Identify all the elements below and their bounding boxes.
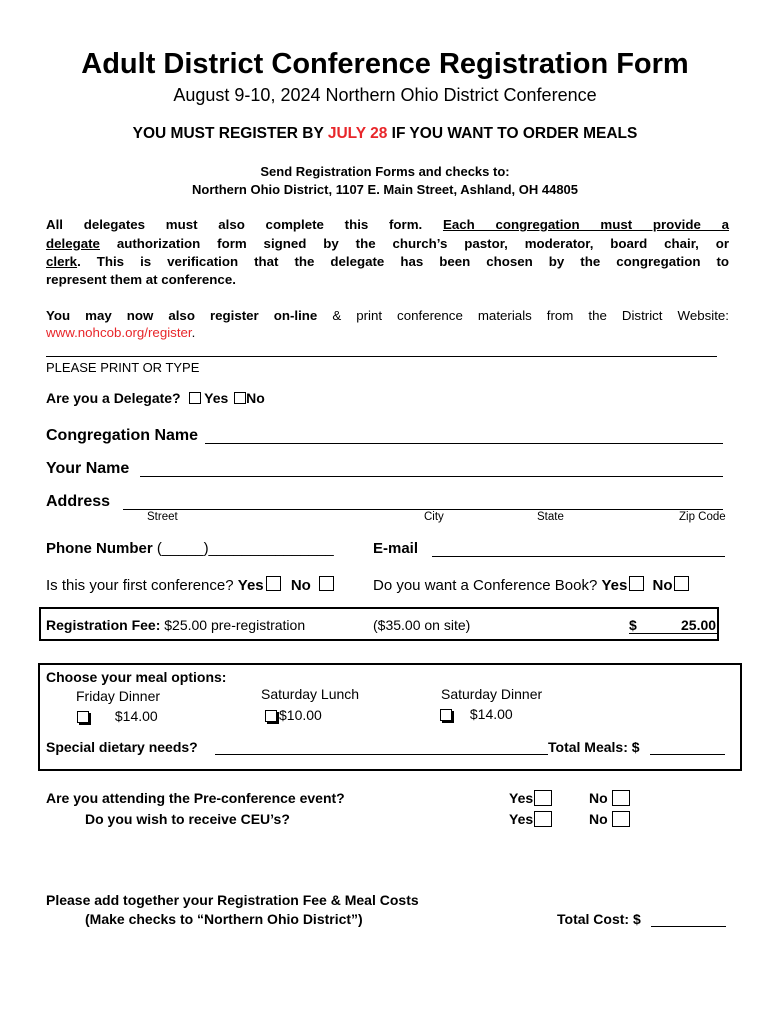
instructions-line-4: represent them at conference. — [46, 272, 236, 287]
deadline-notice: YOU MUST REGISTER BY JULY 28 IF YOU WANT TO ORDER MEALS — [132, 125, 638, 142]
saturday-lunch-option: $10.00 — [265, 707, 322, 723]
saturday-dinner-checkbox[interactable] — [440, 709, 452, 721]
divider — [46, 356, 717, 357]
ceu-no: No — [589, 811, 630, 827]
dietary-label: Special dietary needs? — [46, 739, 198, 755]
email-label: E-mail — [373, 540, 419, 557]
name-field[interactable] — [140, 476, 723, 477]
fee-amount: 25.00 — [681, 617, 717, 633]
send-to-address: Northern Ohio District, 1107 E. Main Street, Ashland, OH 44805 — [191, 182, 579, 197]
preconference-question: Are you attending the Pre-conference event? — [46, 790, 345, 806]
send-to-line1: Send Registration Forms and checks to: — [260, 164, 510, 179]
fee-amount-underline — [629, 633, 719, 634]
dietary-field[interactable] — [215, 754, 548, 755]
instructions-line-1: All delegates must also complete this form. Each congregation must provide a — [46, 217, 730, 232]
name-label: Your Name — [46, 460, 130, 477]
first-conference-no-checkbox[interactable] — [319, 576, 334, 591]
friday-dinner-option: $14.00 — [77, 708, 158, 724]
first-conference-yes-checkbox[interactable] — [266, 576, 281, 591]
phone-field[interactable]: (_____)_______________ — [156, 540, 334, 557]
footer-instruction: Please add together your Registration Fee & Meal Costs — [46, 892, 419, 908]
conference-book-question: Do you want a Conference Book? Yes No — [373, 576, 689, 594]
saturday-dinner-label: Saturday Dinner — [441, 686, 543, 702]
friday-dinner-checkbox[interactable] — [77, 711, 89, 723]
street-label: Street — [147, 511, 178, 523]
instructions-line-3: clerk. This is verification that the delegate has been chosen by the congregation to — [46, 254, 729, 269]
page-title: Adult District Conference Registration Form — [81, 48, 689, 80]
saturday-dinner-option: $14.00 — [440, 706, 513, 722]
total-cost-label: Total Cost: $ — [557, 911, 641, 927]
instructions-line-2: delegate authorization form signed by the church’s pastor, moderator, board chair, or — [46, 235, 729, 251]
email-field[interactable] — [432, 556, 725, 557]
register-link[interactable]: www.nohcob.org/register — [46, 325, 192, 340]
footer-check-note: (Make checks to “Northern Ohio District”) — [85, 911, 363, 927]
online-note: You may now also register on-line & print conference materials from the District Website: — [46, 308, 729, 323]
total-cost-field[interactable] — [651, 926, 726, 927]
preconference-yes: Yes — [509, 790, 552, 806]
meals-heading: Choose your meal options: — [46, 669, 227, 685]
congregation-field[interactable] — [205, 443, 723, 444]
saturday-lunch-label: Saturday Lunch — [261, 686, 360, 702]
total-meals-label: Total Meals: $ — [548, 739, 640, 755]
congregation-label: Congregation Name — [46, 427, 199, 444]
address-field[interactable] — [123, 509, 723, 510]
preconference-no: No — [589, 790, 630, 806]
friday-dinner-label: Friday Dinner — [76, 688, 161, 704]
fee-dollar-sign: $ — [629, 617, 637, 633]
delegate-yes-checkbox[interactable] — [189, 392, 201, 404]
onsite-fee: ($35.00 on site) — [373, 617, 471, 633]
page-subtitle: August 9-10, 2024 Northern Ohio District Conference — [173, 85, 597, 105]
ceu-yes: Yes — [509, 811, 552, 827]
online-url-line: www.nohcob.org/register. — [46, 325, 196, 340]
preconference-no-checkbox[interactable] — [612, 790, 630, 806]
conference-book-yes-checkbox[interactable] — [629, 576, 644, 591]
phone-row: Phone Number (_____)_______________ — [46, 540, 334, 557]
total-meals-field[interactable] — [650, 754, 725, 755]
conference-book-no-checkbox[interactable] — [674, 576, 689, 591]
first-conference-question: Is this your first conference? Yes No — [46, 576, 334, 594]
ceu-yes-checkbox[interactable] — [534, 811, 552, 827]
city-label: City — [424, 511, 444, 523]
zip-label: Zip Code — [679, 511, 726, 523]
ceu-no-checkbox[interactable] — [612, 811, 630, 827]
address-label: Address — [46, 493, 111, 510]
print-note: PLEASE PRINT OR TYPE — [46, 360, 200, 375]
delegate-question: Are you a Delegate? Yes No — [46, 390, 265, 406]
preconference-yes-checkbox[interactable] — [534, 790, 552, 806]
saturday-lunch-checkbox[interactable] — [265, 710, 277, 722]
deadline-date: JULY 28 — [327, 125, 388, 142]
state-label: State — [537, 511, 564, 523]
ceu-question: Do you wish to receive CEU’s? — [85, 811, 290, 827]
registration-fee-label: Registration Fee: $25.00 pre-registration — [46, 617, 306, 633]
delegate-no-checkbox[interactable] — [234, 392, 246, 404]
